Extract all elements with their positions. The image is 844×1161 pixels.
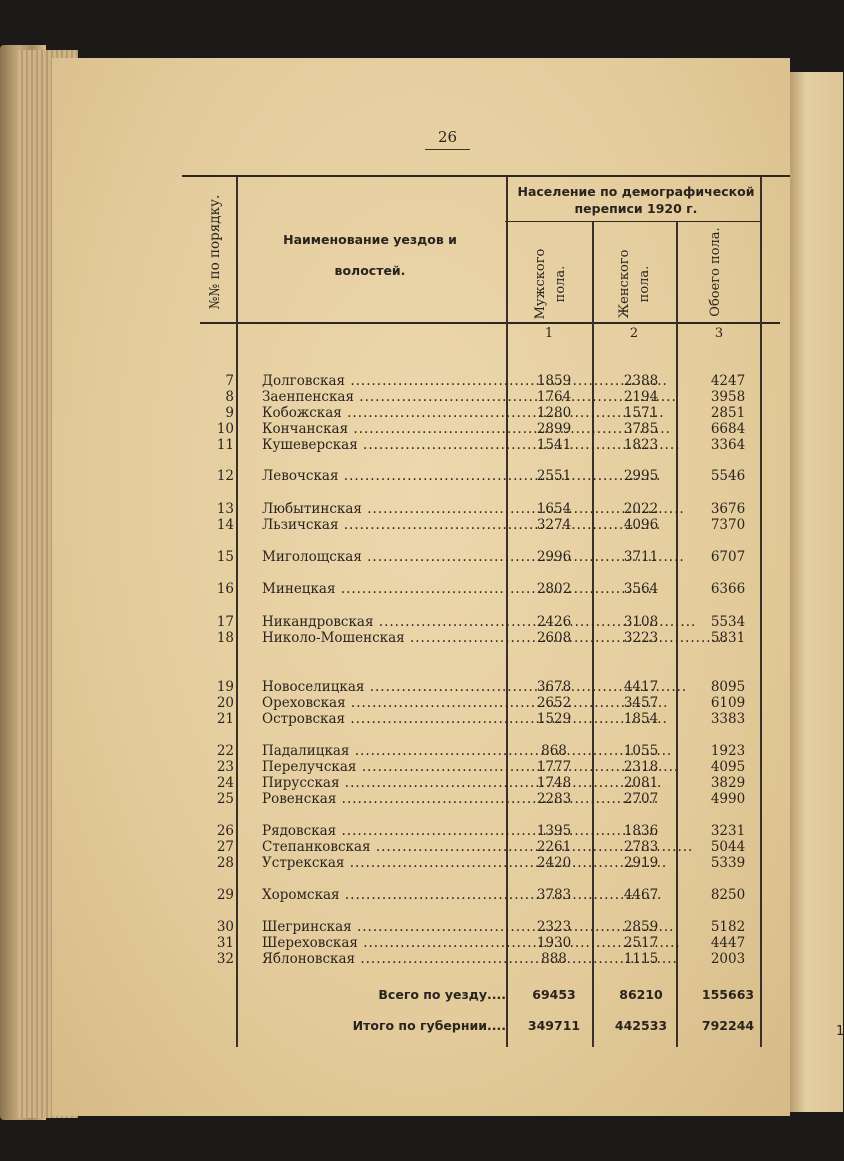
total-population: 8250	[710, 887, 746, 903]
female-population: 3564	[623, 581, 659, 597]
male-population: 2652	[536, 695, 572, 711]
column-number-3: 3	[714, 326, 724, 341]
male-population: 868	[541, 743, 567, 759]
male-population: 2608	[536, 630, 572, 646]
female-population: 2081	[623, 775, 659, 791]
row-number: 10	[216, 421, 234, 437]
male-population: 3783	[536, 887, 572, 903]
volost-name: Ровенская .....	[262, 791, 502, 807]
row-number: 8	[225, 389, 234, 405]
header-order: №№ по порядку.	[207, 194, 223, 310]
total-male: 349711	[527, 1018, 581, 1033]
male-population: 2551	[536, 468, 572, 484]
total-population: 4990	[710, 791, 746, 807]
female-population: 2318	[623, 759, 659, 775]
volost-name: Кушеверская .....	[262, 437, 502, 453]
female-population: 3785	[623, 421, 659, 437]
total-population: 1923	[710, 743, 746, 759]
female-population: 1854	[623, 711, 659, 727]
row-number: 32	[216, 951, 234, 967]
total-population: 7370	[710, 517, 746, 533]
volost-name: Новоселицкая .....	[262, 679, 502, 695]
volost-name: Яблоновская .....	[262, 951, 502, 967]
male-population: 1529	[536, 711, 572, 727]
male-population: 2420	[536, 855, 572, 871]
volost-name: Заенпенская .....	[262, 389, 502, 405]
volost-name: Любытинская .....	[262, 501, 502, 517]
female-population: 2919	[623, 855, 659, 871]
volost-name: Левочская .....	[262, 468, 502, 484]
row-number: 22	[216, 743, 234, 759]
male-population: 1748	[536, 775, 572, 791]
female-population: 3711	[623, 549, 659, 565]
female-population: 4096	[623, 517, 659, 533]
row-number: 23	[216, 759, 234, 775]
total-population: 5534	[710, 614, 746, 630]
male-population: 1777	[536, 759, 572, 775]
total-population: 8095	[710, 679, 746, 695]
male-population: 1930	[536, 935, 572, 951]
female-population: 4417	[623, 679, 659, 695]
male-population: 888	[541, 951, 567, 967]
total-population: 3958	[710, 389, 746, 405]
volost-name: Долговская .....	[262, 373, 502, 389]
total-population: 4247	[710, 373, 746, 389]
total-population: 4447	[710, 935, 746, 951]
header-both: Обоего пола.	[708, 227, 723, 317]
male-population: 1764	[536, 389, 572, 405]
total-female: 86210	[619, 987, 663, 1002]
male-population: 2426	[536, 614, 572, 630]
row-number: 30	[216, 919, 234, 935]
male-population: 1280	[536, 405, 572, 421]
total-population: 2851	[710, 405, 746, 421]
male-population: 2996	[536, 549, 572, 565]
total-population: 4095	[710, 759, 746, 775]
female-population: 2194	[623, 389, 659, 405]
total-female: 442533	[614, 1018, 668, 1033]
total-population: 6366	[710, 581, 746, 597]
row-number: 18	[216, 630, 234, 646]
volost-name: Ореховская .....	[262, 695, 502, 711]
female-population: 2995	[623, 468, 659, 484]
row-number: 16	[216, 581, 234, 597]
row-number: 21	[216, 711, 234, 727]
total-population: 5831	[710, 630, 746, 646]
volost-name: Островская .....	[262, 711, 502, 727]
female-population: 2859	[623, 919, 659, 935]
column-number-2: 2	[629, 326, 639, 341]
total-population: 5044	[710, 839, 746, 855]
female-population: 1571	[623, 405, 659, 421]
row-number: 14	[216, 517, 234, 533]
volost-name: Николо-Мошенская .....	[262, 630, 502, 646]
total-population: 5182	[710, 919, 746, 935]
male-population: 1395	[536, 823, 572, 839]
divider-name	[506, 177, 508, 1047]
total-population: 2003	[710, 951, 746, 967]
next-page-mark: 1	[836, 1024, 844, 1039]
female-population: 1823	[623, 437, 659, 453]
female-population: 1836	[623, 823, 659, 839]
total-male: 69453	[532, 987, 576, 1002]
total-population: 6109	[710, 695, 746, 711]
female-population: 2707	[623, 791, 659, 807]
male-population: 1859	[536, 373, 572, 389]
female-population: 2022	[623, 501, 659, 517]
volost-name: Хоромская .....	[262, 887, 502, 903]
male-population: 2899	[536, 421, 572, 437]
female-population: 3457	[623, 695, 659, 711]
volost-name: Устрекская .....	[262, 855, 502, 871]
row-number: 12	[216, 468, 234, 484]
total-both: 792244	[701, 1018, 755, 1033]
total-population: 3231	[710, 823, 746, 839]
female-population: 3108	[623, 614, 659, 630]
header-name-line2: волостей.	[334, 263, 406, 278]
row-number: 17	[216, 614, 234, 630]
row-number: 11	[216, 437, 234, 453]
header-name	[255, 224, 485, 286]
total-label: Итого по губернии ....	[260, 1017, 506, 1035]
male-population: 2283	[536, 791, 572, 807]
header-male-line2: пола.	[553, 265, 568, 303]
page-number: 26	[425, 128, 470, 150]
total-population: 3383	[710, 711, 746, 727]
row-number: 28	[216, 855, 234, 871]
total-population: 5339	[710, 855, 746, 871]
row-number: 26	[216, 823, 234, 839]
header-female	[615, 239, 655, 329]
volost-name: Рядовская .....	[262, 823, 502, 839]
total-both: 155663	[701, 987, 755, 1002]
total-population: 3829	[710, 775, 746, 791]
row-number: 19	[216, 679, 234, 695]
male-population: 3274	[536, 517, 572, 533]
total-population: 6684	[710, 421, 746, 437]
row-number: 31	[216, 935, 234, 951]
female-population: 2388	[623, 373, 659, 389]
female-population: 3223	[623, 630, 659, 646]
row-number: 15	[216, 549, 234, 565]
female-population: 2783	[623, 839, 659, 855]
header-population	[512, 183, 760, 217]
total-population: 3364	[710, 437, 746, 453]
row-number: 27	[216, 839, 234, 855]
volost-name: Падалицкая .....	[262, 743, 502, 759]
male-population: 2261	[536, 839, 572, 855]
volost-name: Льзичская .....	[262, 517, 502, 533]
header-name-line1: Наименование уездов и	[283, 232, 457, 247]
header-population-line1: Население по демографической	[517, 184, 755, 199]
volost-name: Шереховская .....	[262, 935, 502, 951]
male-population: 2802	[536, 581, 572, 597]
row-number: 7	[225, 373, 234, 389]
male-population: 1541	[536, 437, 572, 453]
female-population: 1055	[623, 743, 659, 759]
volost-name: Миголощская .....	[262, 549, 502, 565]
total-label: Всего по уезду ....	[260, 986, 506, 1004]
row-number: 25	[216, 791, 234, 807]
total-population: 6707	[710, 549, 746, 565]
volost-name: Минецкая .....	[262, 581, 502, 597]
total-population: 3676	[710, 501, 746, 517]
row-number: 9	[225, 405, 234, 421]
volost-name: Кобожская .....	[262, 405, 502, 421]
row-number: 20	[216, 695, 234, 711]
male-population: 3678	[536, 679, 572, 695]
header-female-line2: пола.	[637, 265, 652, 303]
male-population: 1654	[536, 501, 572, 517]
female-population: 4467	[623, 887, 659, 903]
volost-name: Степанковская .....	[262, 839, 502, 855]
divider-order	[236, 177, 238, 1047]
column-number-1: 1	[544, 326, 554, 341]
total-population: 5546	[710, 468, 746, 484]
header-female-line1: Женского	[617, 249, 632, 319]
volost-name: Шегринская .....	[262, 919, 502, 935]
volost-name: Никандровская .....	[262, 614, 502, 630]
volost-name: Пирусская .....	[262, 775, 502, 791]
row-number: 13	[216, 501, 234, 517]
header-male	[531, 239, 571, 329]
female-population: 1115	[623, 951, 659, 967]
divider-both	[760, 177, 762, 1047]
volost-name: Кончанская .....	[262, 421, 502, 437]
header-bottom-rule	[200, 322, 780, 324]
female-population: 2517	[623, 935, 659, 951]
male-population: 2323	[536, 919, 572, 935]
row-number: 29	[216, 887, 234, 903]
volost-name: Перелучская .....	[262, 759, 502, 775]
table-top-rule	[182, 175, 790, 177]
next-page-edge	[790, 72, 843, 1112]
header-population-line2: переписи 1920 г.	[574, 201, 698, 216]
header-male-line1: Мужского	[533, 248, 548, 320]
row-number: 24	[216, 775, 234, 791]
